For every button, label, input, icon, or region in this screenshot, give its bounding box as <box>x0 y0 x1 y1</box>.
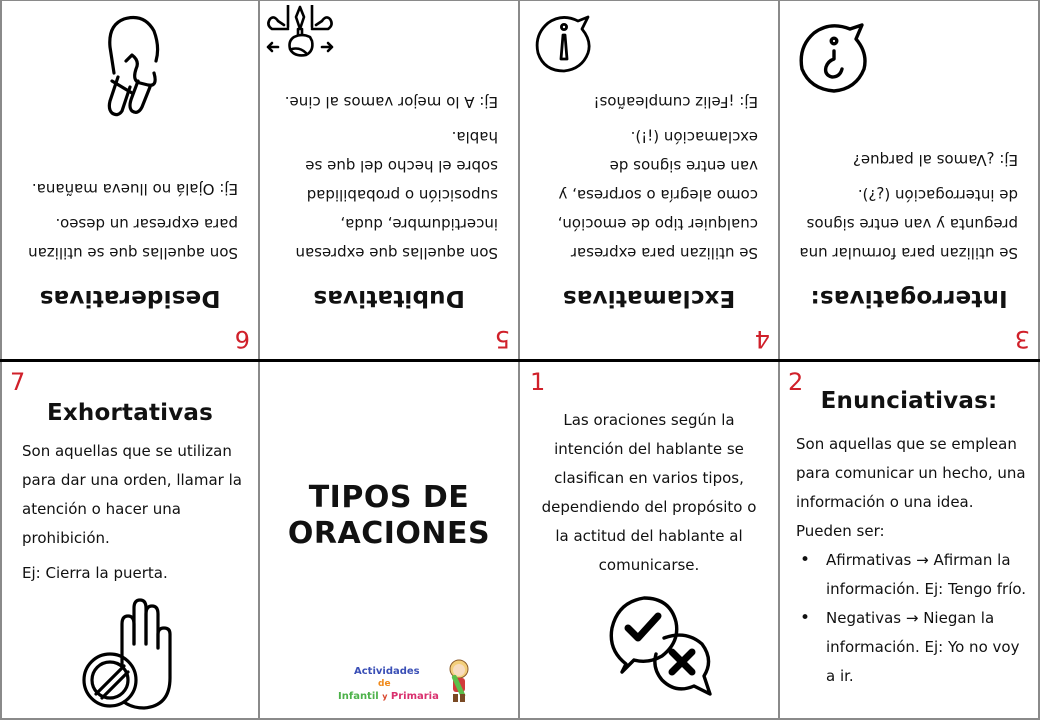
card-title: Dubitativas <box>313 285 465 311</box>
card-number: 7 <box>10 368 26 396</box>
card-dubitativas <box>260 0 520 359</box>
card-title: Desiderativas <box>39 285 221 311</box>
card-exhortativas <box>0 362 260 720</box>
crossed-fingers-icon <box>86 9 162 117</box>
document-title: TIPOS DE ORACIONES <box>287 480 491 551</box>
card-desiderativas <box>0 0 260 359</box>
card-body: Se utilizan para expresar cualquier tipo de emoción, como alegría o sorpresa, y van entre signos de exclamación (¡!). Ej: ¡Feliz cumpleaños! <box>536 87 758 267</box>
list-item: • Afirmativas → Afirman la información. Ej: Tengo frío. <box>796 546 1028 604</box>
thinking-person-icon <box>264 5 336 77</box>
card-example: Ej: Cierra la puerta. <box>22 564 168 582</box>
card-title: Interrogativas: <box>810 285 1008 311</box>
card-title: Exclamativas <box>562 285 736 311</box>
speech-bubbles-check-cross-icon <box>606 594 714 702</box>
card-interrogativas <box>780 0 1040 359</box>
card-example: Ej: Ojalá no llueva mañana. <box>31 180 238 198</box>
card-number: 2 <box>788 368 804 396</box>
card-body: Se utilizan para formular una pregunta y van entre signos de interrogación (¿?). Ej: ¿Vamos al parque? <box>792 145 1018 267</box>
card-intro <box>520 362 780 720</box>
card-body: Son aquellas que se utilizan para expresar un deseo. Ej: Ojalá no llueva mañana. <box>28 174 238 267</box>
card-number: 1 <box>530 368 546 396</box>
card-title: Enunciativas: <box>820 388 998 414</box>
list-item: • Negativas → Niegan la información. Ej: Yo no voy a ir. <box>796 604 1028 691</box>
card-title: Exhortativas <box>46 400 214 426</box>
card-number: 6 <box>234 325 250 353</box>
card-body: Las oraciones según la intención del hablante se clasifican en varios tipos, dependiendo del propósito o la actitud del hablante al comunicarse. <box>541 411 757 574</box>
card-body: Son aquellas que se utilizan para dar una orden, llamar la atención o hacer una prohibición. Ej: Cierra la puerta. <box>22 437 244 588</box>
exclamation-bubble-icon <box>532 11 596 75</box>
card-enunciativas <box>780 362 1040 720</box>
card-body: Son aquellas que se emplean para comunicar un hecho, una información o una idea. Pueden ser: • Afirmativas → Afirman la información. Ej: Tengo frío. • Negativas → Niegan la información. Ej: Yo no voy a ir. <box>796 430 1028 691</box>
top-row <box>0 0 1040 359</box>
bottom-row <box>0 362 1040 720</box>
card-number: 3 <box>1014 325 1030 353</box>
publisher-logo: Actividades de Infantil y Primaria <box>338 662 518 712</box>
sentence-type-list <box>796 546 1028 691</box>
stop-hand-prohibited-icon <box>78 594 188 712</box>
question-bubble-icon <box>796 19 872 95</box>
card-example: Ej: A lo mejor vamos al cine. <box>284 93 498 111</box>
girl-with-pencil-icon <box>444 658 474 704</box>
card-example: Ej: ¡Feliz cumpleaños! <box>593 93 758 111</box>
card-cover <box>260 362 520 720</box>
card-number: 5 <box>494 325 510 353</box>
card-number: 4 <box>754 325 770 353</box>
card-body: Son aquellas que expresan incertidumbre, duda, suposición o probabilidad sobre el hecho del que se habla. Ej: A lo mejor vamos al cine. <box>274 87 498 267</box>
card-example: Ej: ¿Vamos al parque? <box>852 151 1018 169</box>
card-exclamativas <box>520 0 780 359</box>
